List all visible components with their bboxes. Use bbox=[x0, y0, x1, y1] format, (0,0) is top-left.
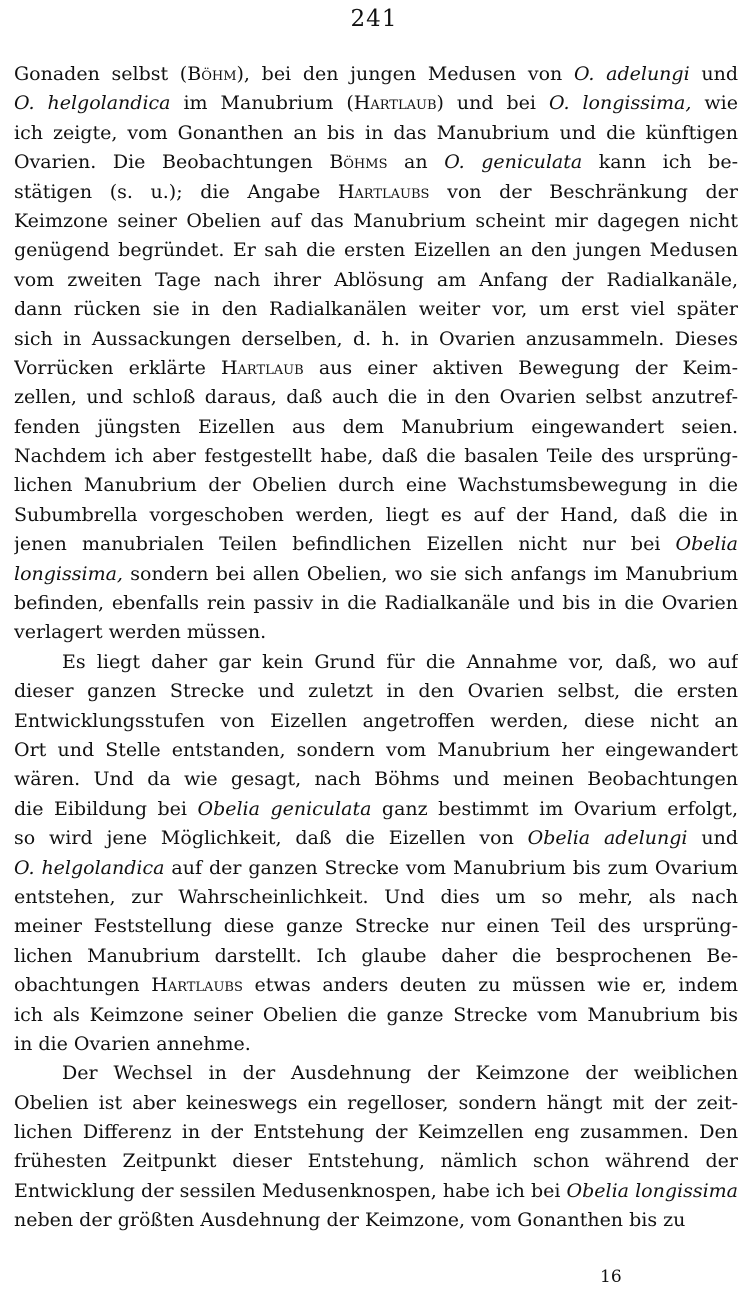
text-span: fenden jüngsten Eizellen aus dem Manubrium eingewandert seien. bbox=[14, 415, 738, 438]
text-line bbox=[14, 178, 738, 207]
text-line bbox=[14, 648, 738, 677]
text-line bbox=[14, 1030, 738, 1059]
text-span: Keimzone seiner Obelien auf das Manubrium scheint mir dagegen nicht bbox=[14, 209, 738, 232]
text-span: ) und bei bbox=[436, 92, 549, 115]
text-span: lichen Differenz in der Entstehung der Keimzellen eng zusammen. Den bbox=[14, 1121, 738, 1144]
paragraph bbox=[14, 60, 738, 648]
text-span: Entwicklung der sessilen Medusenknospen, habe ich bei bbox=[14, 1179, 567, 1202]
text-line bbox=[14, 1118, 738, 1147]
text-span: Vorrücken erklärte bbox=[14, 356, 221, 379]
small-caps-span: Hartlaub bbox=[353, 92, 437, 115]
text-span: in die Ovarien annehme. bbox=[14, 1032, 251, 1055]
text-line bbox=[14, 854, 738, 883]
text-span: wie bbox=[691, 92, 738, 115]
text-line bbox=[14, 89, 738, 118]
text-line bbox=[14, 501, 738, 530]
italic-span: O. adelungi bbox=[573, 63, 690, 85]
text-span: zellen, und schloß daraus, daß auch die in den Ovarien selbst anzutref- bbox=[14, 386, 738, 409]
italic-span: Obelia longissima bbox=[566, 1179, 738, 1202]
small-caps-span: Hartlaubs bbox=[337, 180, 430, 203]
text-span: wären. Und da wie gesagt, nach Böhms und meinen Beobachtungen bbox=[14, 768, 738, 791]
italic-span: Obelia bbox=[675, 533, 738, 556]
signature-mark: 16 bbox=[600, 1267, 622, 1287]
text-line bbox=[14, 119, 738, 148]
text-line bbox=[14, 354, 738, 383]
text-span: im Manubrium ( bbox=[170, 92, 354, 115]
italic-span: O. longissima, bbox=[548, 92, 692, 115]
text-line bbox=[14, 824, 738, 853]
text-line bbox=[14, 325, 738, 354]
small-caps-span: Hartlaub bbox=[220, 356, 304, 379]
text-line bbox=[14, 295, 738, 324]
text-line bbox=[14, 618, 738, 647]
text-line bbox=[14, 1206, 738, 1235]
text-line bbox=[14, 1089, 738, 1118]
text-line bbox=[14, 266, 738, 295]
text-span: ), bei den jungen Medusen von bbox=[236, 63, 574, 85]
italic-span: O. helgolandica bbox=[14, 856, 165, 879]
text-line bbox=[14, 471, 738, 500]
text-line bbox=[14, 1059, 738, 1088]
text-line bbox=[14, 530, 738, 559]
text-span: Subumbrella vorgeschoben werden, liegt es auf der Hand, daß die in bbox=[14, 503, 738, 526]
text-span: frühesten Zeitpunkt dieser Entstehung, nämlich schon während der bbox=[14, 1150, 738, 1173]
text-span: meiner Feststellung diese ganze Strecke nur einen Teil des ursprüng- bbox=[14, 915, 738, 938]
text-span: Entwicklungsstufen von Eizellen angetroffen werden, diese nicht an bbox=[14, 709, 738, 732]
text-line bbox=[14, 765, 738, 794]
italic-span: O. helgolandica bbox=[14, 92, 171, 115]
text-span: lichen Manubrium der Obelien durch eine Wachstumsbewegung in die bbox=[14, 474, 738, 497]
text-line bbox=[14, 442, 738, 471]
text-line bbox=[14, 207, 738, 236]
text-line bbox=[14, 560, 738, 589]
text-span: entstehen, zur Wahrscheinlichkeit. Und dies um so mehr, als nach bbox=[14, 885, 738, 908]
body-text bbox=[14, 60, 738, 1236]
text-span: verlagert werden müssen. bbox=[14, 621, 267, 644]
text-span: stätigen (s. u.); die Angabe bbox=[14, 180, 338, 203]
text-span: Ovarien. Die Beobachtungen bbox=[14, 151, 330, 174]
text-line bbox=[14, 383, 738, 412]
text-span: dann rücken sie in den Radialkanälen weiter vor, um erst viel später bbox=[14, 298, 738, 321]
text-span: vom zweiten Tage nach ihrer Ablösung am Anfang der Radialkanäle, bbox=[14, 268, 738, 291]
text-span: so wird jene Möglichkeit, daß die Eizellen von bbox=[14, 827, 528, 850]
text-line bbox=[14, 795, 738, 824]
text-line bbox=[14, 148, 738, 177]
text-span: neben der größten Ausdehnung der Keimzone, vom Gonanthen bis zu bbox=[14, 1209, 686, 1232]
text-span: von der Beschränkung der bbox=[429, 180, 738, 203]
text-span: Ort und Stelle entstanden, sondern vom Manubrium her eingewandert bbox=[14, 738, 738, 761]
text-line bbox=[14, 413, 738, 442]
text-span: Gonaden selbst ( bbox=[14, 63, 188, 85]
text-line bbox=[14, 736, 738, 765]
text-span: lichen Manubrium darstellt. Ich glaube daher die besprochenen Be- bbox=[14, 944, 738, 967]
text-line bbox=[14, 883, 738, 912]
text-span: und bbox=[689, 63, 738, 85]
text-span: etwas anders deuten zu müssen wie er, indem bbox=[242, 974, 738, 997]
text-line bbox=[14, 677, 738, 706]
text-span: die Eibildung bei bbox=[14, 797, 198, 820]
text-span: ich als Keimzone seiner Obelien die ganze Strecke vom Manubrium bis bbox=[14, 1003, 738, 1026]
text-span: Es liegt daher gar kein Grund für die Annahme vor, daß, wo auf bbox=[62, 650, 738, 673]
text-line bbox=[14, 971, 738, 1000]
text-span: an bbox=[387, 151, 445, 174]
text-span: Obelien ist aber keineswegs ein regelloser, sondern hängt mit der zeit- bbox=[14, 1091, 738, 1114]
small-caps-span: Böhm bbox=[187, 63, 237, 85]
text-line bbox=[14, 1177, 738, 1206]
text-line bbox=[14, 942, 738, 971]
italic-span: O. geniculata bbox=[444, 151, 583, 174]
small-caps-span: Hartlaubs bbox=[151, 974, 243, 997]
italic-span: Obelia adelungi bbox=[527, 827, 688, 850]
text-span: aus einer aktiven Bewegung der Keim- bbox=[303, 356, 738, 379]
text-line bbox=[14, 236, 738, 265]
text-span: sich in Aussackungen derselben, d. h. in Ovarien anzusammeln. Dieses bbox=[14, 327, 738, 350]
text-line bbox=[14, 1147, 738, 1176]
text-span: sondern bei allen Obelien, wo sie sich anfangs im Manubrium bbox=[122, 562, 738, 585]
text-span: Der Wechsel in der Ausdehnung der Keimzone der weiblichen bbox=[62, 1062, 738, 1085]
text-line bbox=[14, 589, 738, 618]
text-span: befinden, ebenfalls rein passiv in die Radialkanäle und bis in die Ovarien bbox=[14, 592, 738, 615]
text-span: Nachdem ich aber festgestellt habe, daß die basalen Teile des ursprüng- bbox=[14, 445, 738, 468]
page-number: 241 bbox=[350, 6, 398, 32]
text-span: obachtungen bbox=[14, 974, 152, 997]
text-span: auf der ganzen Strecke vom Manubrium bis zum Ovarium bbox=[164, 856, 738, 879]
text-span: dieser ganzen Strecke und zuletzt in den Ovarien selbst, die ersten bbox=[14, 680, 738, 703]
text-line bbox=[14, 707, 738, 736]
italic-span: longissima, bbox=[14, 562, 123, 585]
text-span: ganz bestimmt im Ovarium erfolgt, bbox=[371, 797, 738, 820]
text-span: und bbox=[687, 827, 738, 850]
italic-span: Obelia geniculata bbox=[197, 797, 372, 820]
text-line bbox=[14, 1001, 738, 1030]
text-line bbox=[14, 60, 738, 89]
paragraph bbox=[14, 1059, 738, 1235]
small-caps-span: Böhms bbox=[329, 151, 388, 174]
text-span: kann ich be- bbox=[582, 151, 738, 174]
text-line bbox=[14, 912, 738, 941]
text-span: jenen manubrialen Teilen befindlichen Eizellen nicht nur bei bbox=[14, 533, 676, 556]
paragraph bbox=[14, 648, 738, 1059]
text-span: ich zeigte, vom Gonanthen an bis in das Manubrium und die künftigen bbox=[14, 121, 738, 144]
text-span: genügend begründet. Er sah die ersten Eizellen an den jungen Medusen bbox=[14, 239, 738, 262]
